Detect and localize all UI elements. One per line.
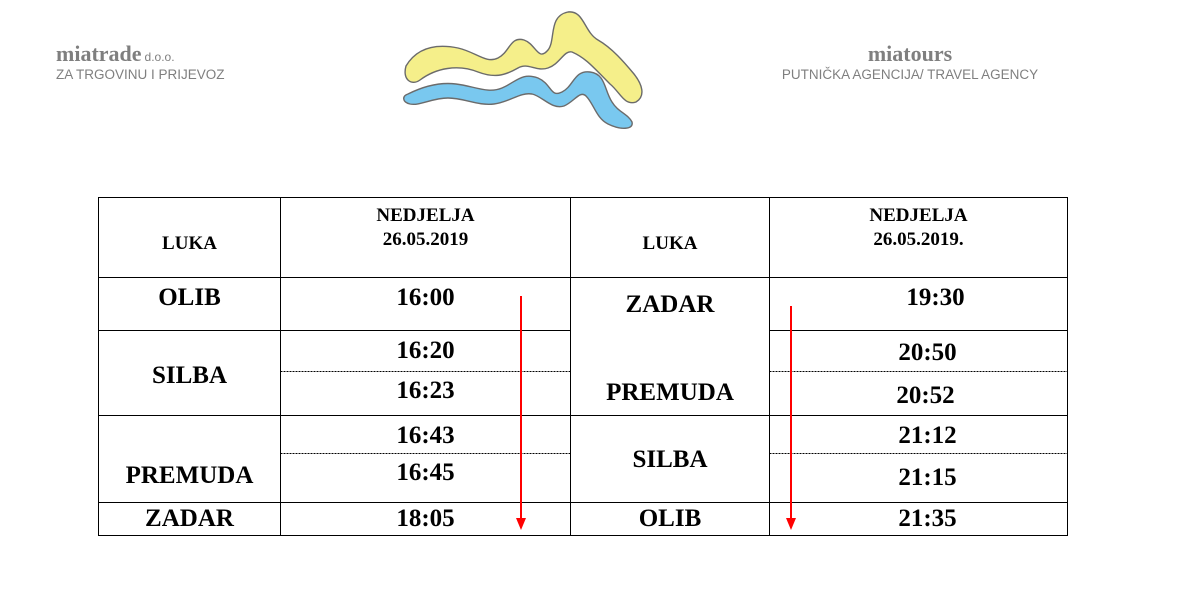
company-subtitle-right: PUTNIČKA AGENCIJA/ TRAVEL AGENCY: [781, 67, 1039, 82]
company-name-miatrade: miatrade: [56, 41, 142, 66]
right-time-row-5: 21:15: [898, 464, 957, 491]
right-port-premuda: PREMUDA: [606, 379, 734, 406]
left-time-row-4: 16:43: [396, 422, 455, 449]
right-time-row-6: 21:35: [898, 505, 957, 532]
direction-arrow-left-icon: [511, 294, 531, 534]
right-time-row-2: 20:50: [898, 339, 957, 366]
left-port-header: LUKA: [162, 233, 217, 254]
right-port-silba: SILBA: [632, 446, 708, 473]
right-time-row-4: 21:12: [898, 422, 957, 449]
company-subtitle-left: ZA TRGOVINU I PRIJEVOZ: [56, 67, 225, 82]
left-day-header: NEDJELJA: [376, 205, 475, 226]
right-port-olib: OLIB: [638, 505, 702, 532]
left-port-premuda: PREMUDA: [125, 462, 254, 489]
right-time-row-3: 20:52: [896, 382, 955, 409]
left-time-row-3: 16:23: [396, 377, 455, 404]
right-date-header: 26.05.2019.: [873, 229, 964, 250]
left-port-silba: SILBA: [151, 362, 228, 389]
left-date-header: 26.05.2019: [382, 229, 469, 250]
company-suffix: d.o.o.: [144, 50, 175, 64]
company-name-miatours: miatours: [867, 41, 953, 66]
right-port-zadar: ZADAR: [625, 291, 715, 318]
right-time-row-1: 19:30: [906, 284, 965, 311]
left-time-row-1: 16:00: [396, 284, 455, 311]
left-port-olib: OLIB: [158, 284, 221, 311]
left-port-zadar: ZADAR: [145, 505, 234, 532]
left-time-row-5: 16:45: [396, 459, 455, 486]
right-day-header: NEDJELJA: [869, 205, 968, 226]
left-time-row-2: 16:20: [396, 337, 455, 364]
left-time-row-6: 18:05: [396, 505, 455, 532]
right-port-header: LUKA: [642, 233, 698, 254]
